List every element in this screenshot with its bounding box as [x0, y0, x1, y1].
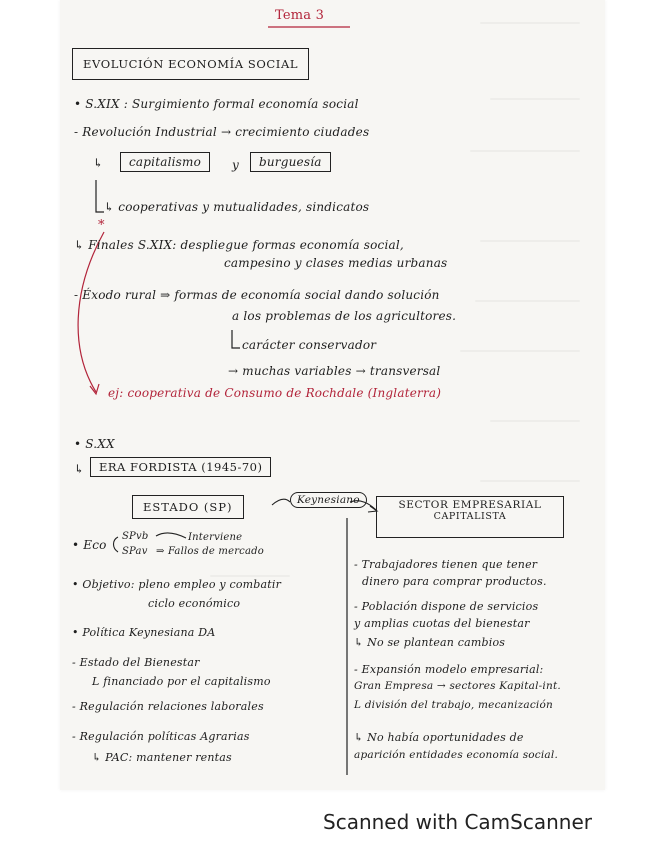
left-eco: • Eco: [72, 538, 107, 552]
line-finales: ↳ Finales S.XIX: despliegue formas economía social,: [74, 238, 404, 252]
right-line-7: Gran Empresa → sectores Kapital-int.: [354, 680, 561, 692]
box-sector-empresarial: [376, 496, 564, 538]
section-title-box: EVOLUCIÓN ECONOMÍA SOCIAL: [72, 48, 309, 80]
left-politica: • Política Keynesiana DA: [72, 626, 216, 639]
asterisk-mark: *: [98, 218, 105, 233]
line-cooperativas: ↳ cooperativas y mutualidades, sindicatos: [104, 200, 370, 214]
sector-line-1: SECTOR EMPRESARIAL: [398, 499, 542, 511]
right-line-2: dinero para comprar productos.: [362, 575, 547, 588]
line-caracter: carácter conservador: [242, 338, 377, 352]
left-objetivo-1: • Objetivo: pleno empleo y combatir: [72, 578, 282, 591]
box-capitalismo: capitalismo: [120, 152, 210, 172]
line-problemas: a los problemas de los agricultores.: [232, 309, 457, 323]
right-line-8: L división del trabajo, mecanización: [354, 699, 553, 711]
right-line-5: ↳ No se plantean cambios: [354, 636, 506, 649]
left-interviene: Interviene: [188, 532, 243, 543]
line-sxx: • S.XX: [74, 437, 115, 451]
left-spvb: SPvb: [122, 531, 149, 542]
box-burguesia: burguesía: [250, 152, 331, 172]
word-y: y: [232, 158, 239, 172]
left-regulacion-laborales: - Regulación relaciones laborales: [72, 700, 264, 713]
page-title: Tema 3: [275, 8, 325, 23]
line-sxix: • S.XIX : Surgimiento formal economía social: [74, 97, 359, 111]
left-regulacion-agrarias: - Regulación políticas Agrarias: [72, 730, 250, 743]
right-line-9: ↳ No había oportunidades de: [354, 731, 524, 744]
left-estado-bienestar: - Estado del Bienestar: [72, 656, 200, 669]
line-variables: → muchas variables → transversal: [228, 364, 441, 378]
left-fallos: ⇒ Fallos de mercado: [156, 546, 264, 557]
right-line-10: aparición entidades economía social.: [354, 749, 558, 761]
sector-line-2: CAPITALISTA: [433, 511, 507, 522]
left-financiado: L financiado por el capitalismo: [92, 675, 271, 688]
left-objetivo-2: ciclo económico: [148, 597, 241, 610]
left-spav: SPav: [122, 546, 148, 557]
oval-keynesiano: Keynesiano: [290, 492, 367, 508]
right-line-4: y amplias cuotas del bienestar: [354, 617, 530, 630]
left-pac: ↳ PAC: mantener rentas: [92, 751, 232, 764]
line-revolucion: - Revolución Industrial → crecimiento ciudades: [74, 125, 370, 139]
camscanner-watermark: Scanned with CamScanner: [323, 810, 592, 834]
line-campesino: campesino y clases medias urbanas: [224, 256, 448, 270]
arrow-prefix-2: ↳: [74, 462, 85, 476]
line-exodo: - Éxodo rural ⇒ formas de economía social dando solución: [74, 288, 440, 302]
line-example: ej: cooperativa de Consumo de Rochdale (Inglaterra): [108, 386, 442, 400]
right-line-3: - Población dispone de servicios: [354, 600, 539, 613]
box-estado: ESTADO (SP): [132, 495, 244, 519]
right-line-6: - Expansión modelo empresarial:: [354, 663, 544, 676]
right-line-1: - Trabajadores tienen que tener: [354, 558, 538, 571]
arrow-prefix: ↳: [93, 156, 104, 170]
box-era-fordista: ERA FORDISTA (1945-70): [90, 457, 271, 477]
